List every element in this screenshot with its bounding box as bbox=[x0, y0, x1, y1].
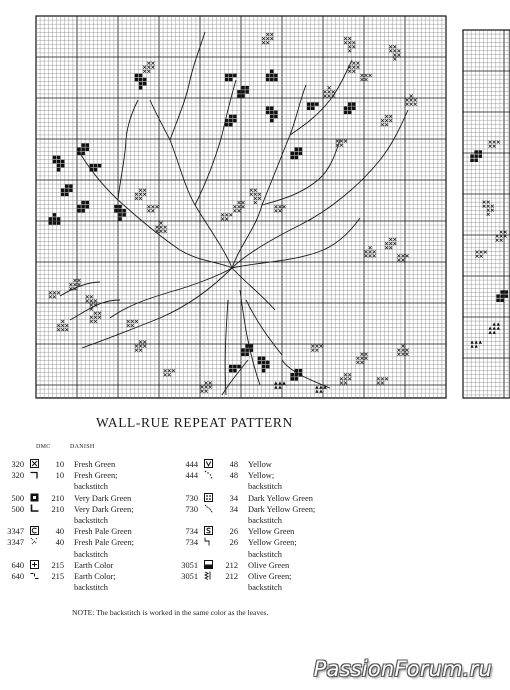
legend-color-name-cell bbox=[248, 459, 315, 470]
legend-color-name-cell bbox=[248, 537, 315, 559]
boxed-v-icon bbox=[204, 459, 213, 468]
legend-danish-number: 34 bbox=[229, 493, 238, 503]
legend-color-name-cell bbox=[248, 504, 315, 526]
legend-dmc-number: 734 bbox=[185, 527, 198, 537]
backstitch-chain-icon bbox=[204, 504, 213, 513]
backstitch-dots-icon bbox=[204, 470, 213, 479]
legend-color-name-cell bbox=[74, 459, 134, 470]
legend-danish-number: 210 bbox=[51, 493, 64, 503]
legend-row bbox=[2, 560, 134, 571]
backstitch-zigzag-icon bbox=[204, 571, 213, 580]
legend-dmc-number: 730 bbox=[185, 504, 198, 514]
legend-color-name-cell bbox=[248, 470, 315, 492]
legend-color-name: Yellow Green bbox=[248, 527, 295, 537]
legend-color-name-cell bbox=[248, 526, 315, 537]
legend-color-name: Fresh Green; bbox=[74, 471, 118, 481]
legend-color-name: Fresh Pale Green; bbox=[74, 538, 135, 548]
watermark: PassionForum.ru bbox=[313, 657, 492, 681]
legend-dmc-number: 3347 bbox=[7, 527, 24, 537]
legend-danish-number: 48 bbox=[229, 471, 238, 481]
legend-color-name: Olive Green bbox=[248, 560, 290, 570]
legend-danish-number: 212 bbox=[225, 560, 238, 570]
legend-color-name: Fresh Pale Green bbox=[74, 527, 132, 537]
legend-stitch-type: backstitch bbox=[74, 583, 108, 593]
legend-stitch-type: backstitch bbox=[248, 583, 282, 593]
legend-dmc-number: 500 bbox=[11, 504, 24, 514]
legend-danish-number: 10 bbox=[55, 471, 64, 481]
legend-dmc-number: 500 bbox=[11, 493, 24, 503]
legend-row bbox=[2, 470, 134, 492]
legend-stitch-type: backstitch bbox=[248, 516, 282, 526]
legend-stitch-type: backstitch bbox=[74, 549, 108, 559]
boxed-dots-icon bbox=[204, 493, 213, 502]
half-filled-square-icon bbox=[204, 560, 213, 569]
legend-row bbox=[2, 526, 134, 537]
chart-grid bbox=[36, 16, 510, 398]
legend-row bbox=[176, 571, 315, 593]
legend-row bbox=[176, 459, 315, 470]
boxed-x-icon bbox=[30, 459, 39, 468]
legend-color-name-cell bbox=[74, 470, 134, 492]
backstitch-step-icon bbox=[204, 537, 213, 546]
filled-square-icon bbox=[30, 493, 39, 502]
boxed-s-icon bbox=[204, 526, 213, 535]
legend-color-name: Yellow; bbox=[248, 471, 275, 481]
legend-color-name-cell bbox=[74, 504, 134, 526]
column-header-danish: DANISH bbox=[70, 444, 95, 450]
legend-danish-number: 215 bbox=[51, 572, 64, 582]
legend-dmc-number: 444 bbox=[185, 471, 198, 481]
backstitch-corner-icon bbox=[30, 504, 39, 513]
legend-dmc-number: 320 bbox=[11, 460, 24, 469]
legend-color-name: Olive Green; bbox=[248, 572, 292, 582]
legend-row bbox=[176, 560, 315, 571]
legend-dmc-number: 730 bbox=[185, 493, 198, 503]
legend-danish-number: 48 bbox=[229, 460, 238, 469]
legend-row bbox=[2, 537, 134, 559]
legend-dmc-number: 640 bbox=[11, 560, 24, 570]
legend-danish-number: 215 bbox=[51, 560, 64, 570]
legend-dmc-number: 320 bbox=[11, 471, 24, 481]
legend-danish-number: 212 bbox=[225, 572, 238, 582]
legend-row bbox=[176, 537, 315, 559]
legend-dmc-number: 734 bbox=[185, 538, 198, 548]
legend-dmc-number: 3347 bbox=[7, 538, 24, 548]
boxed-plus-icon bbox=[30, 560, 39, 569]
backstitch-hook-icon bbox=[30, 470, 39, 479]
legend-color-name-cell bbox=[248, 493, 315, 504]
legend-row bbox=[176, 470, 315, 492]
legend-row bbox=[2, 459, 134, 470]
legend-color-name-cell bbox=[74, 526, 134, 537]
legend-color-name: Yellow Green; bbox=[248, 538, 297, 548]
legend-row bbox=[176, 526, 315, 537]
legend-color-name: Earth Color; bbox=[74, 572, 116, 582]
legend-row bbox=[2, 504, 134, 526]
legend-color-name: Earth Color bbox=[74, 560, 114, 570]
legend-color-name-cell bbox=[74, 537, 134, 559]
backstitch-dotted-icon bbox=[30, 537, 39, 546]
legend-color-name: Dark Yellow Green; bbox=[248, 504, 316, 514]
legend-danish-number: 10 bbox=[55, 460, 64, 469]
column-header-dmc: DMC bbox=[36, 444, 51, 450]
legend-color-name-cell bbox=[248, 560, 315, 571]
legend-stitch-type: backstitch bbox=[248, 482, 282, 492]
legend-row bbox=[2, 493, 134, 504]
legend-danish-number: 210 bbox=[51, 504, 64, 514]
legend-right bbox=[176, 459, 315, 593]
legend-dmc-number: 3051 bbox=[181, 560, 198, 570]
legend-danish-number: 26 bbox=[229, 538, 238, 548]
legend-color-name-cell bbox=[248, 571, 315, 593]
legend-dmc-number: 444 bbox=[185, 460, 198, 469]
legend-color-name: Very Dark Green bbox=[74, 493, 132, 503]
legend-row bbox=[176, 504, 315, 526]
backstitch-dash-icon bbox=[30, 571, 39, 580]
legend-note: NOTE: The backstitch is worked in the same color as the leaves. bbox=[72, 608, 269, 617]
legend-dmc-number: 640 bbox=[11, 572, 24, 582]
legend-danish-number: 40 bbox=[55, 527, 64, 537]
legend-dmc-number: 3051 bbox=[181, 572, 198, 582]
boxed-c-icon bbox=[30, 526, 39, 535]
legend-color-name: Fresh Green bbox=[74, 460, 116, 469]
legend-danish-number: 26 bbox=[229, 527, 238, 537]
legend-row bbox=[2, 571, 134, 593]
legend-color-name-cell bbox=[74, 493, 134, 504]
legend-color-name-cell bbox=[74, 571, 134, 593]
legend-stitch-type: backstitch bbox=[74, 516, 108, 526]
legend-color-name: Very Dark Green; bbox=[74, 504, 134, 514]
legend-row bbox=[176, 493, 315, 504]
legend-left bbox=[2, 459, 134, 593]
legend-stitch-type: backstitch bbox=[74, 482, 108, 492]
legend-danish-number: 34 bbox=[229, 504, 238, 514]
legend-stitch-type: backstitch bbox=[248, 549, 282, 559]
legend-color-name-cell bbox=[74, 560, 134, 571]
legend-color-name: Dark Yellow Green bbox=[248, 493, 313, 503]
legend-color-name: Yellow bbox=[248, 460, 272, 469]
legend-danish-number: 40 bbox=[55, 538, 64, 548]
pattern-title: WALL-RUE REPEAT PATTERN bbox=[96, 415, 293, 430]
